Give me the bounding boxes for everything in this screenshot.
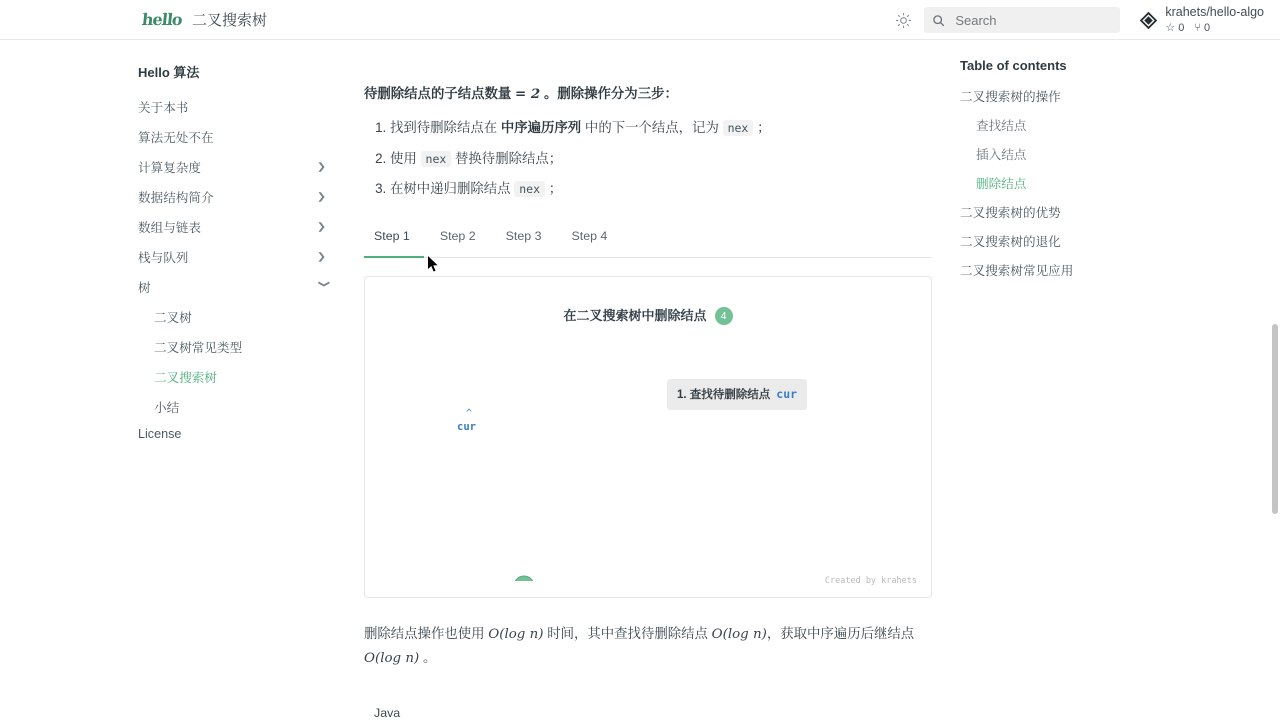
callout-code: cur xyxy=(776,386,798,401)
complexity-math: O(log n) xyxy=(488,626,544,642)
list-item xyxy=(390,177,932,200)
sidebar-item-label: 数据结构简介 xyxy=(138,190,214,205)
sidebar-item-label: 关于本书 xyxy=(138,100,189,115)
step-text: ； xyxy=(753,120,771,136)
sidebar-item-complexity[interactable] xyxy=(116,151,340,181)
figure-step-badge: 4 xyxy=(715,307,733,325)
git-icon xyxy=(1138,10,1158,30)
repo-link[interactable] xyxy=(1138,6,1264,34)
lead-text-after: 。删除操作分为三步： xyxy=(540,86,678,101)
sidebar-item-label: 树 xyxy=(138,280,151,295)
chevron-right-icon[interactable]: ❯ xyxy=(316,191,326,202)
sidebar-title: Hello 算法 xyxy=(138,65,200,80)
star-count: ☆ 0 xyxy=(1165,21,1185,34)
step-text: 找到待删除结点在 xyxy=(390,120,501,136)
list-item xyxy=(390,147,932,170)
code-nex: nex xyxy=(723,120,754,136)
step-text: ； xyxy=(545,181,563,197)
page-title: 二叉搜索树 xyxy=(192,12,268,29)
sidebar-item-label: 二叉树常见类型 xyxy=(154,340,243,355)
sidebar-item-tree[interactable] xyxy=(116,271,340,301)
sidebar-item-summary[interactable] xyxy=(116,391,340,421)
sidebar-item-license[interactable] xyxy=(116,421,340,446)
toc-item-applications[interactable]: 二叉搜索树常见应用 xyxy=(960,264,1074,278)
app-header xyxy=(0,0,1280,40)
complexity-math: O(log n) xyxy=(711,626,767,642)
binary-tree-diagram xyxy=(365,321,935,581)
complexity-paragraph xyxy=(364,622,932,671)
complexity-text: 。 xyxy=(419,649,437,665)
fork-count: ⑂ 0 xyxy=(1194,21,1211,34)
sidebar-item-stack-queue[interactable] xyxy=(116,241,340,271)
sidebar-item-label: License xyxy=(138,426,182,441)
sidebar-item-label: 二叉树 xyxy=(154,310,192,325)
figure-title-text: 在二叉搜索树中删除结点 xyxy=(563,307,707,323)
sidebar-item-binary-tree[interactable] xyxy=(116,301,340,331)
tab-java[interactable]: Java xyxy=(364,696,414,720)
search-box[interactable] xyxy=(924,7,1120,33)
sidebar-item-label: 二叉搜索树 xyxy=(154,370,217,385)
sidebar-item-algo-everywhere[interactable] xyxy=(116,121,340,151)
figure-credit: Created by krahets xyxy=(824,575,917,586)
table-of-contents xyxy=(960,40,1190,720)
tab-step-3[interactable]: Step 3 xyxy=(505,228,542,243)
repo-stats xyxy=(1165,21,1264,34)
sidebar-item-label: 小结 xyxy=(154,400,180,415)
step-text: 中的下一个结点，记为 xyxy=(581,120,723,136)
steps-list xyxy=(364,116,932,200)
list-item xyxy=(390,116,932,139)
tab-step-4[interactable]: Step 4 xyxy=(571,228,608,243)
sidebar-item-label: 计算复杂度 xyxy=(138,160,201,175)
tab-step-1[interactable]: Step 1 xyxy=(364,219,424,258)
page-layout xyxy=(0,40,1280,720)
toc-title: Table of contents xyxy=(960,58,1067,73)
complexity-text: 删除结点操作也使用 xyxy=(364,625,489,641)
sidebar-item-binary-tree-types[interactable] xyxy=(116,331,340,361)
sidebar-item-label: 数组与链表 xyxy=(138,220,201,235)
toc-item-degeneration[interactable]: 二叉搜索树的退化 xyxy=(960,235,1061,249)
step-text: 替换待删除结点； xyxy=(451,150,563,166)
chevron-right-icon[interactable]: ❯ xyxy=(316,161,326,172)
complexity-text: ，获取中序遍历后继结点 xyxy=(766,625,915,641)
toc-item-delete[interactable]: 删除结点 xyxy=(976,177,1027,191)
sidebar-item-about[interactable] xyxy=(116,91,340,121)
callout-text: 1. 查找待删除结点 xyxy=(677,388,771,401)
tab-step-2[interactable]: Step 2 xyxy=(439,228,476,243)
sun-icon[interactable] xyxy=(890,7,916,33)
step-text: 在树中递归删除结点 xyxy=(390,181,515,197)
toc-item-operations[interactable]: 二叉搜索树的操作 xyxy=(960,90,1061,104)
code-nex: nex xyxy=(514,181,545,197)
step-tabs xyxy=(364,219,932,258)
code-language-tabs xyxy=(364,696,932,720)
toc-item-search[interactable]: 查找结点 xyxy=(976,119,1027,133)
sidebar-item-data-structures[interactable] xyxy=(116,181,340,211)
logo-text: hello xyxy=(141,10,183,29)
step-text: 使用 xyxy=(390,150,421,166)
lead-text-before: 待删除结点的子结点数量 xyxy=(364,86,516,101)
pointer-label: cur xyxy=(457,420,476,433)
lead-paragraph xyxy=(364,82,932,106)
main-content xyxy=(340,40,960,720)
sidebar-item-label: 算法无处不在 xyxy=(138,130,214,145)
search-input[interactable] xyxy=(953,12,1112,29)
figure-card xyxy=(364,276,932,598)
repo-name: krahets/hello-algo xyxy=(1165,5,1264,19)
lead-math: = 2 xyxy=(515,86,541,102)
complexity-math: O(log n) xyxy=(364,650,420,666)
toc-item-advantages[interactable]: 二叉搜索树的优势 xyxy=(960,206,1061,220)
sidebar xyxy=(116,40,340,720)
complexity-text: 时间，其中查找待删除结点 xyxy=(543,625,712,641)
code-nex: nex xyxy=(421,151,452,167)
search-icon xyxy=(932,14,945,27)
chevron-right-icon[interactable]: ❯ xyxy=(316,251,326,262)
chevron-down-icon[interactable]: ❯ xyxy=(317,279,330,288)
toc-item-insert[interactable]: 插入结点 xyxy=(976,148,1027,162)
sidebar-item-bst[interactable] xyxy=(116,361,340,391)
pointer-caret-icon: ^ xyxy=(466,407,473,419)
sidebar-item-label: 栈与队列 xyxy=(138,250,189,265)
site-logo[interactable] xyxy=(140,10,184,29)
chevron-right-icon[interactable]: ❯ xyxy=(316,221,326,232)
page-scrollbar[interactable] xyxy=(1272,324,1278,514)
step-emphasis: 中序遍历序列 xyxy=(500,120,582,136)
header-right xyxy=(890,0,1264,40)
sidebar-item-array-linkedlist[interactable] xyxy=(116,211,340,241)
